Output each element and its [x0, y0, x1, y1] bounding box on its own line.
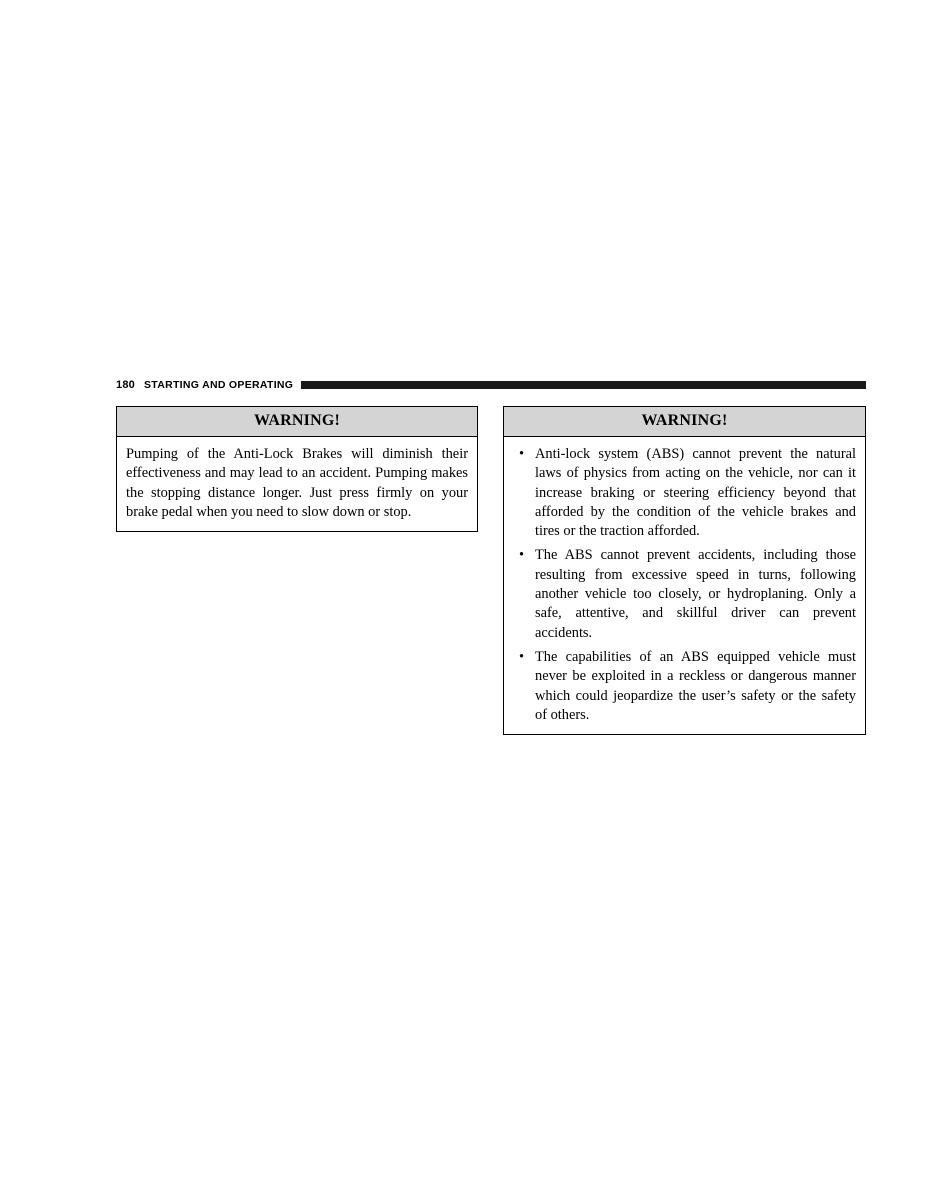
page-number: 180 [116, 378, 135, 391]
bullet-icon: • [519, 648, 525, 665]
warning-title-left: WARNING! [117, 407, 477, 437]
list-item [513, 445, 856, 541]
warning-paragraph: Pumping of the Anti-Lock Brakes will diminish their effectiveness and may lead to an accident. Pumping makes the stopping distance longer. Just press firmly on your brake pedal when you need to slow down or stop. [126, 446, 468, 520]
list-item [513, 546, 856, 642]
bullet-icon: • [519, 547, 525, 564]
warning-body-right [504, 437, 865, 734]
warning-box-right [503, 406, 866, 735]
bullet-icon: • [519, 446, 525, 462]
list-item-text: Anti-lock system (ABS) cannot prevent the natural laws of physics from acting on the vehicle, nor can it increase braking or steering efficiency beyond that afforded by the condition of the vehicle brakes and tires or the traction afforded. [535, 446, 856, 540]
list-item [513, 648, 856, 725]
warning-box-left [116, 406, 478, 532]
header-rule [301, 381, 866, 389]
list-item-text: The capabilities of an ABS equipped vehicle must never be exploited in a reckless or dangerous manner which could jeopardize the user’s safety or the safety of others. [535, 648, 856, 723]
warning-bullet-list [513, 445, 856, 725]
page-header [116, 378, 866, 392]
warning-title-right: WARNING! [504, 407, 865, 437]
section-title: STARTING AND OPERATING [143, 378, 294, 391]
warning-body-left [117, 437, 477, 531]
list-item-text: The ABS cannot prevent accidents, including those resulting from excessive speed in turns, following another vehicle too closely, or hydroplaning. Only a safe, attentive, and skillful driver can prevent accidents. [535, 547, 856, 641]
